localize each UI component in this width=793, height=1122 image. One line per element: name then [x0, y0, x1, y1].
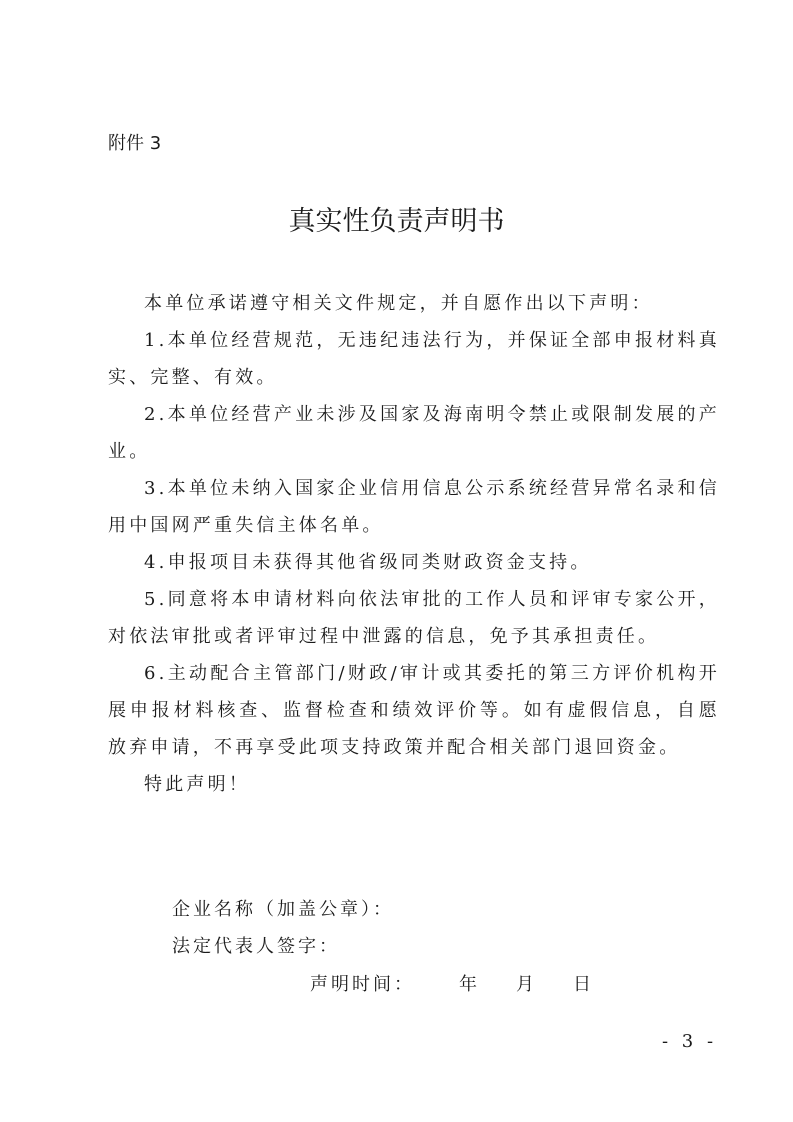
intro-paragraph: 本单位承诺遵守相关文件规定，并自愿作出以下声明：	[144, 293, 653, 314]
document-title: 真实性负责声明书	[288, 206, 505, 237]
declaration-item-2: 2.本单位经营产业未涉及国家及海南明令禁止或限制发展的产业。	[108, 404, 720, 462]
attachment-label: 附件 3	[108, 133, 162, 154]
declaration-item-3: 3.本单位未纳入国家企业信用信息公示系统经营异常名录和信用中国网严重失信主体名单。	[108, 478, 720, 536]
date-month: 月	[516, 974, 537, 995]
company-name-field: 企业名称（加盖公章）：	[172, 899, 394, 920]
date-label: 声明时间：	[310, 974, 415, 995]
declaration-date-field	[310, 971, 594, 999]
closing-statement: 特此声明！	[144, 774, 250, 795]
date-year: 年	[459, 974, 480, 995]
declaration-item-4: 4.申报项目未获得其他省级同类财政资金支持。	[144, 552, 592, 573]
date-day: 日	[573, 974, 594, 995]
declaration-body	[108, 285, 720, 803]
declaration-item-5: 5.同意将本申请材料向依法审批的工作人员和评审专家公开，对依法审批或者评审过程中泄露的信息，免予其承担责任。	[108, 589, 720, 647]
legal-representative-field: 法定代表人签字：	[172, 936, 340, 957]
page-number: - 3 -	[662, 1031, 718, 1052]
declaration-item-6: 6.主动配合主管部门/财政/审计或其委托的第三方评价机构开展申报材料核查、监督检查和绩效评价等。如有虚假信息，自愿放弃申请，不再享受此项支持政策并配合相关部门退回资金。	[108, 663, 720, 758]
declaration-item-1: 1.本单位经营规范，无违纪违法行为，并保证全部申报材料真实、完整、有效。	[108, 330, 720, 388]
